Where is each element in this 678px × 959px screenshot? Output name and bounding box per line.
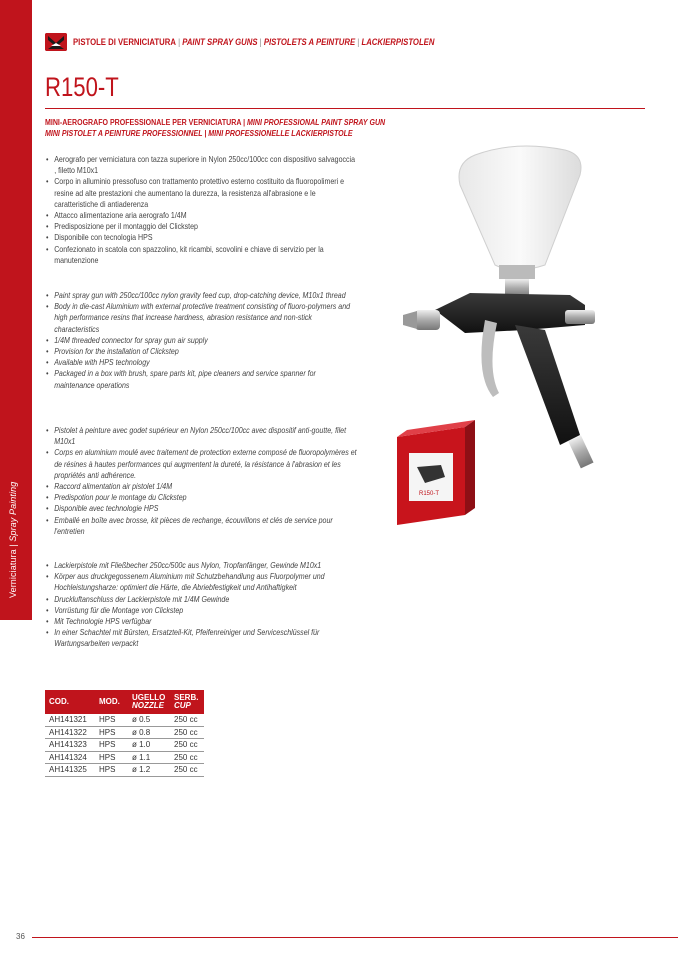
description-fr xyxy=(46,425,358,537)
page-number: 36 xyxy=(16,932,25,941)
cell-cod: AH141323 xyxy=(45,739,95,752)
brand-logo xyxy=(45,33,67,51)
description-item: • Raccord alimentation air pistolet 1/4M xyxy=(46,481,358,492)
description-item: • Pistolet à peinture avec godet supérieur en Nylon 250cc/100cc avec dispositif anti-goutte, filet M10x1 xyxy=(46,425,358,447)
subtitle-it: MINI-AEROGRAFO PROFESSIONALE PER VERNICIATURA xyxy=(45,117,242,127)
sidebar-section-label xyxy=(8,482,18,598)
cell-nozzle: ø 1.0 xyxy=(128,739,170,752)
cell-cod: AH141324 xyxy=(45,751,95,764)
description-item: • Available with HPS technology xyxy=(46,357,358,368)
description-item: • Corps en aluminium moulé avec traitement de protection externe composé de fluoropolymères et de résines à hautes performances qui augmentent la dureté, la résistance à l'abrasion et les propriétés anti adhérence. xyxy=(46,447,358,481)
description-item: • In einer Schachtel mit Bürsten, Ersatzteil-Kit, Pfeifenreiniger und Serviceschlüssel für Wartungsarbeiten verpackt xyxy=(46,627,358,649)
subtitle-fr-de: MINI PISTOLET A PEINTURE PROFESSIONNEL | MINI PROFESSIONELLE LACKIERPISTOLE xyxy=(45,128,353,138)
description-item: • Packaged in a box with brush, spare parts kit, pipe cleaners and service spanner for maintenance operations xyxy=(46,368,358,390)
breadcrumb-separator: | xyxy=(175,37,183,47)
sidebar-sep: | xyxy=(8,541,18,550)
description-item: • Emballé en boîte avec brosse, kit pièces de rechange, écouvillons et clés de service pour l'entretien xyxy=(46,515,358,537)
description-item: • Lackierpistole mit Fließbecher 250cc/500c aus Nylon, Tropfanfänger, Gewinde M10x1 xyxy=(46,560,358,571)
description-item: • Predispotion pour le montage du Clickstep xyxy=(46,492,358,503)
cell-cup: 250 cc xyxy=(170,739,204,752)
header-cup: SERB. CUP xyxy=(170,690,204,714)
breadcrumb-item: LACKIERPISTOLEN xyxy=(361,37,435,47)
description-item: • 1/4M threaded connector for spray gun air supply xyxy=(46,335,358,346)
sidebar-label-en: Spray Painting xyxy=(8,481,18,542)
spec-table xyxy=(45,690,204,777)
description-item: • Confezionato in scatola con spazzolino, kit ricambi, scovolini e chiave di servizio per la manutenzione xyxy=(46,244,358,266)
footer-divider xyxy=(32,937,678,938)
breadcrumb-item: PISTOLE DI VERNICIATURA xyxy=(73,37,176,47)
cell-cod: AH141321 xyxy=(45,714,95,726)
description-de xyxy=(46,560,358,650)
cell-mod: HPS xyxy=(95,764,128,777)
description-item: • Predisposizione per il montaggio del Clickstep xyxy=(46,221,358,232)
description-item: • Corpo in alluminio pressofuso con trattamento protettivo esterno costituito da fluoropolimeri e resine ad alte prestazioni che aumentano la durezza, la resistenza all'abrasione e le caratteristiche di antiaderenza xyxy=(46,176,358,210)
subtitle-en: MINI PROFESSIONAL PAINT SPRAY GUN xyxy=(247,117,386,127)
description-item: • Provision for the installation of Clickstep xyxy=(46,346,358,357)
box-label: R150-T xyxy=(419,491,440,497)
product-box xyxy=(397,420,475,525)
cell-mod: HPS xyxy=(95,739,128,752)
cell-cup: 250 cc xyxy=(170,726,204,739)
cell-nozzle: ø 1.1 xyxy=(128,751,170,764)
cell-mod: HPS xyxy=(95,714,128,726)
table-row xyxy=(45,764,204,777)
description-item: • Paint spray gun with 250cc/100cc nylon gravity feed cup, drop-catching device, M10x1 thread xyxy=(46,290,358,301)
header-nozzle: UGELLO NOZZLE xyxy=(128,690,170,714)
cell-mod: HPS xyxy=(95,751,128,764)
cell-cup: 250 cc xyxy=(170,764,204,777)
table-row xyxy=(45,726,204,739)
table-row xyxy=(45,751,204,764)
description-item: • Vorrüstung für die Montage von Clickstep xyxy=(46,605,358,616)
cell-cod: AH141325 xyxy=(45,764,95,777)
description-item: • Attacco alimentazione aria aerografo 1/4M xyxy=(46,210,358,221)
breadcrumb-item: PAINT SPRAY GUNS xyxy=(182,37,258,47)
cell-cup: 250 cc xyxy=(170,751,204,764)
breadcrumb-item: PISTOLETS A PEINTURE xyxy=(263,37,356,47)
breadcrumb xyxy=(73,37,434,47)
description-item: • Mit Technologie HPS verfügbar xyxy=(46,616,358,627)
table-row xyxy=(45,714,204,726)
sidebar-label-it: Verniciatura xyxy=(8,549,18,598)
product-image xyxy=(395,115,635,550)
table-header-row xyxy=(45,690,204,714)
cell-nozzle: ø 0.5 xyxy=(128,714,170,726)
description-item: • Disponible avec technologie HPS xyxy=(46,503,358,514)
header-mod: MOD. xyxy=(95,690,128,714)
title-divider xyxy=(45,108,645,109)
cell-nozzle: ø 0.8 xyxy=(128,726,170,739)
description-item: • Aerografo per verniciatura con tazza superiore in Nylon 250cc/100cc con dispositivo salvagoccia , filetto M10x1 xyxy=(46,154,358,176)
product-title: R150-T xyxy=(45,72,119,102)
cell-nozzle: ø 1.2 xyxy=(128,764,170,777)
description-item: • Druckluftanschluss der Lackierpistole mit 1/4M Gewinde xyxy=(46,594,358,605)
table-row xyxy=(45,739,204,752)
breadcrumb-separator: | xyxy=(257,37,264,47)
header-cod: COD. xyxy=(45,690,95,714)
breadcrumb-separator: | xyxy=(355,37,362,47)
description-it xyxy=(46,154,358,266)
description-item: • Disponibile con tecnologia HPS xyxy=(46,232,358,243)
cell-cod: AH141322 xyxy=(45,726,95,739)
paint-cup xyxy=(459,146,581,297)
description-item: • Body in die-cast Aluminium with external protective treatment consisting of fluoro-polymers and high performance resins that increase hardness, abrasion resistance and non-stick characteristics xyxy=(46,301,358,335)
description-item: • Körper aus druckgegossenem Aluminium mit Schutzbehandlung aus Fluorpolymer und Hochleistungsharze: optimiert die Härte, die Abriebfestigkeit und Antihaftigkeit xyxy=(46,571,358,593)
cell-mod: HPS xyxy=(95,726,128,739)
cell-cup: 250 cc xyxy=(170,714,204,726)
product-subtitle: MINI-AEROGRAFO PROFESSIONALE PER VERNICIATURA | MINI PROFESSIONAL PAINT SPRAY GUN MINI PISTOLET A PEINTURE PROFESSIONNEL | MINI PROFESSIONELLE LACKIERPISTOLE xyxy=(45,117,386,138)
description-en xyxy=(46,290,358,391)
